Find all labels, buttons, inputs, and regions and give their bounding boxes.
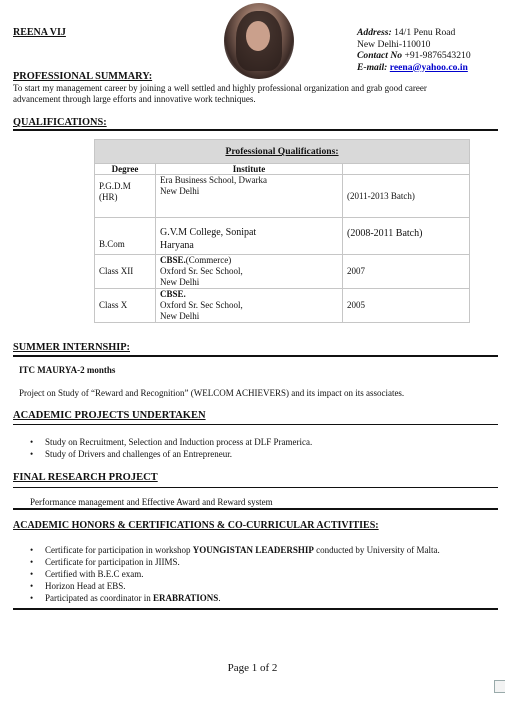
summary-heading: PROFESSIONAL SUMMARY: (13, 71, 153, 82)
list-item: • Study on Recruitment, Selection and Induction process at DLF Pramerica. (30, 436, 312, 448)
item-text: Certificate for participation in workshop (45, 545, 193, 555)
academic-projects-list (30, 436, 312, 460)
divider (13, 355, 498, 357)
internship-heading: SUMMER INTERNSHIP: (13, 342, 130, 353)
degree-cell: B.Com (95, 218, 156, 255)
profile-photo (224, 3, 294, 79)
candidate-name: REENA VIJ (13, 27, 66, 38)
divider (13, 608, 498, 610)
email-label: E-mail: (357, 61, 388, 73)
divider (13, 129, 498, 131)
board-name: CBSE. (160, 255, 186, 265)
institute-line: Oxford Sr. Sec School, (160, 300, 243, 310)
institute-line: New Delhi (160, 277, 200, 287)
batch-cell: 2005 (343, 289, 470, 323)
summary-text (13, 83, 427, 105)
qualifications-table (94, 139, 470, 323)
item-text: Participated as coordinator in (45, 593, 153, 603)
item-bold: YOUNGISTAN LEADERSHIP (192, 545, 314, 555)
institute-line: Haryana (160, 240, 194, 251)
list-item (30, 592, 440, 604)
contact-value: +91-9876543210 (404, 50, 471, 61)
honors-list (30, 544, 440, 604)
item-bold: ERABRATIONS (152, 593, 219, 603)
column-header: Institute (156, 164, 343, 175)
table-row (95, 255, 470, 289)
address-label: Address: (357, 27, 392, 38)
list-item: • Horizon Head at EBS. (30, 580, 440, 592)
institute-line: New Delhi (160, 311, 200, 321)
column-header (343, 164, 470, 175)
column-header: Degree (95, 164, 156, 175)
batch-cell: (2008-2011 Batch) (343, 218, 470, 255)
photo-face (246, 21, 270, 51)
institute-line: New Delhi (160, 186, 200, 196)
contact-label: Contact No (357, 50, 403, 61)
address-line2: New Delhi-110010 (357, 38, 431, 50)
degree-cell: Class XII (95, 255, 156, 289)
summary-line1: To start my management career by joining a well settled and highly professional organization and grab good career (13, 83, 427, 93)
degree-cell: Class X (95, 289, 156, 323)
item-text: . (218, 593, 221, 603)
internship-company: ITC MAURYA-2 months (19, 365, 116, 375)
institute-line: G.V.M College, Sonipat (160, 227, 257, 238)
table-row (95, 289, 470, 323)
list-item: • Certified with B.E.C exam. (30, 568, 440, 580)
table-row (95, 175, 470, 218)
final-research-heading: FINAL RESEARCH PROJECT (13, 472, 158, 483)
list-item: • Study of Drivers and challenges of an Entrepreneur. (30, 448, 312, 460)
batch-cell: 2007 (343, 255, 470, 289)
degree-cell: P.G.D.M (HR) (95, 175, 156, 218)
final-research-text: Performance management and Effective Award and Reward system (30, 497, 273, 507)
board-name: CBSE. (160, 289, 186, 299)
divider (13, 508, 498, 510)
email-link[interactable]: reena@yahoo.co.in (389, 61, 468, 73)
summary-line2: advancement through large efforts and innovative work techniques. (13, 94, 256, 104)
divider (13, 424, 498, 425)
table-title: Professional Qualifications: (95, 140, 470, 164)
contact-block (357, 27, 471, 73)
table-row (95, 218, 470, 255)
institute-cell (156, 218, 343, 255)
internship-project: Project on Study of “Reward and Recognition” (WELCOM ACHIEVERS) and its impact on its associates. (19, 388, 405, 398)
batch-cell: (2011-2013 Batch) (343, 175, 470, 218)
address-line1: 14/1 Penu Road (394, 27, 456, 38)
institute-cell (156, 255, 343, 289)
page-corner-icon (494, 680, 505, 693)
page-number: Page 1 of 2 (227, 662, 278, 674)
item-text: conducted by University of Malta. (313, 545, 440, 555)
institute-line: Oxford Sr. Sec School, (160, 266, 243, 276)
list-item (30, 544, 440, 556)
institute-cell (156, 289, 343, 323)
stream: (Commerce) (185, 255, 232, 265)
list-item: • Certificate for participation in JIIMS. (30, 556, 440, 568)
institute-cell (156, 175, 343, 218)
qualifications-heading: QUALIFICATIONS: (13, 117, 107, 128)
institute-line: Era Business School, Dwarka (160, 175, 267, 185)
honors-heading: ACADEMIC HONORS & CERTIFICATIONS & CO-CURRICULAR ACTIVITIES: (13, 520, 379, 531)
divider (13, 487, 498, 488)
academic-projects-heading: ACADEMIC PROJECTS UNDERTAKEN (13, 410, 206, 421)
